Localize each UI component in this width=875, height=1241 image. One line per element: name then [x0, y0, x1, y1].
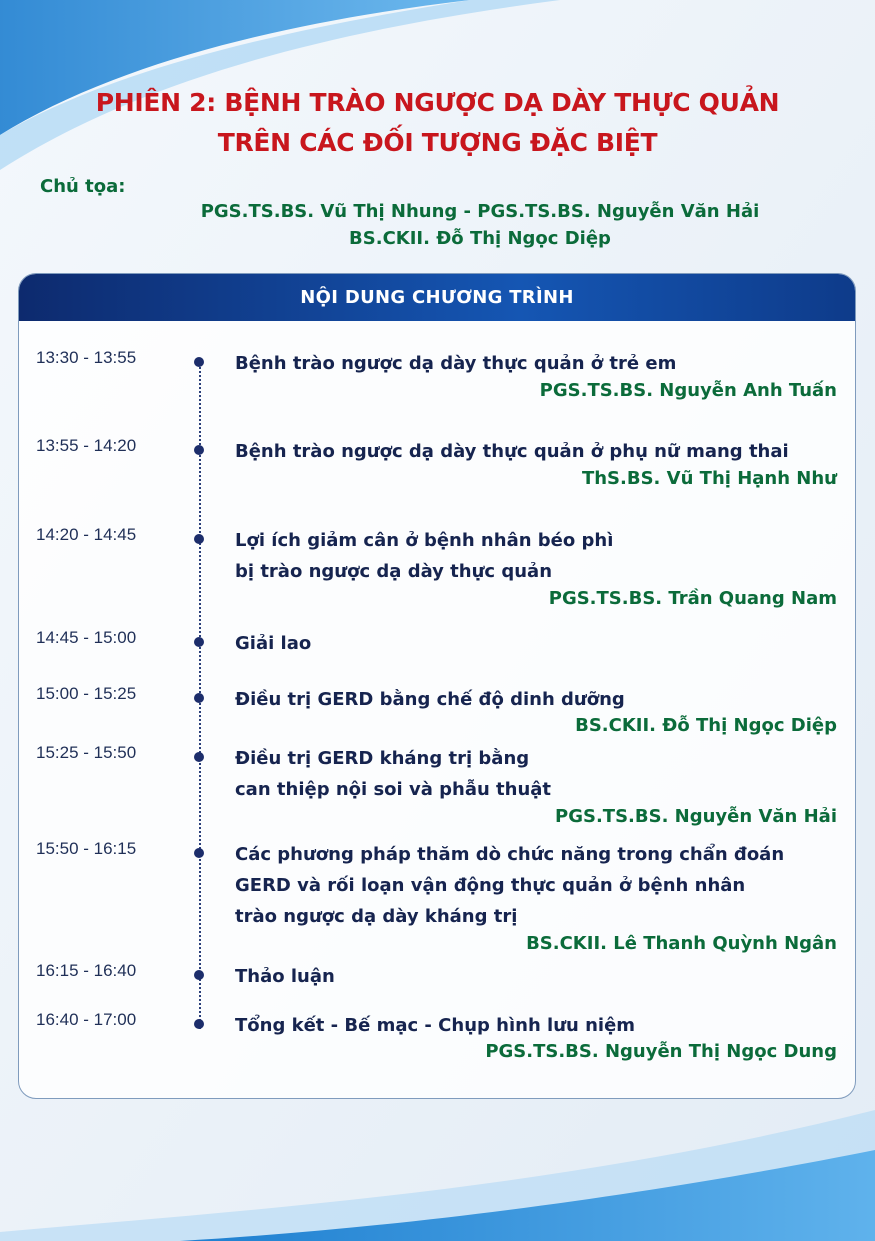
- item-topic: Tổng kết - Bế mạc - Chụp hình lưu niệm: [235, 1015, 636, 1036]
- program-header: NỘI DUNG CHƯƠNG TRÌNH: [19, 274, 855, 321]
- timeline-dot-icon: [194, 445, 204, 455]
- item-speaker: BS.CKII. Đỗ Thị Ngọc Diệp: [575, 715, 837, 736]
- timeline-dot-icon: [194, 848, 204, 858]
- item-speaker: BS.CKII. Lê Thanh Quỳnh Ngân: [526, 933, 837, 954]
- item-speaker: PGS.TS.BS. Nguyễn Anh Tuấn: [539, 380, 837, 401]
- item-speaker: PGS.TS.BS. Trần Quang Nam: [548, 588, 837, 609]
- chair-names-line2: BS.CKII. Đỗ Thị Ngọc Diệp: [349, 228, 611, 249]
- chair-names-line1: PGS.TS.BS. Vũ Thị Nhung - PGS.TS.BS. Nguyễn Văn Hải: [200, 201, 760, 222]
- item-time: 15:50 - 16:15: [36, 839, 137, 858]
- item-speaker: ThS.BS. Vũ Thị Hạnh Như: [581, 468, 837, 489]
- timeline-dot-icon: [194, 752, 204, 762]
- item-topic: Các phương pháp thăm dò chức năng trong chẩn đoán GERD và rối loạn vận động thực quản ở bệnh nhân trào ngược dạ dày kháng trị: [235, 844, 785, 927]
- program-card: [18, 273, 856, 1099]
- item-time: 16:15 - 16:40: [36, 961, 137, 980]
- item-time: 15:00 - 15:25: [36, 684, 137, 703]
- item-topic: Điều trị GERD kháng trị bằng can thiệp nội soi và phẫu thuật: [235, 748, 552, 800]
- item-time: 14:20 - 14:45: [36, 525, 137, 544]
- timeline-dot-icon: [194, 970, 204, 980]
- item-time: 14:45 - 15:00: [36, 628, 137, 647]
- chair-label: Chủ tọa:: [40, 176, 126, 197]
- item-topic: Điều trị GERD bằng chế độ dinh dưỡng: [235, 689, 625, 710]
- item-speaker: PGS.TS.BS. Nguyễn Thị Ngọc Dung: [485, 1041, 837, 1062]
- item-time: 15:25 - 15:50: [36, 743, 137, 762]
- timeline-dot-icon: [194, 357, 204, 367]
- item-time: 13:30 - 13:55: [36, 348, 137, 367]
- session-title-line1: PHIÊN 2: BỆNH TRÀO NGƯỢC DẠ DÀY THỰC QUẢN: [95, 88, 780, 117]
- item-topic: Thảo luận: [235, 966, 335, 987]
- item-time: 16:40 - 17:00: [36, 1010, 137, 1029]
- item-topic: Bệnh trào ngược dạ dày thực quản ở phụ nữ mang thai: [235, 441, 789, 462]
- timeline-dot-icon: [194, 1019, 204, 1029]
- item-speaker: PGS.TS.BS. Nguyễn Văn Hải: [555, 806, 837, 827]
- item-topic: Lợi ích giảm cân ở bệnh nhân béo phì bị trào ngược dạ dày thực quản: [235, 530, 614, 582]
- item-topic: Bệnh trào ngược dạ dày thực quản ở trẻ em: [235, 353, 677, 374]
- session-title-line2: TRÊN CÁC ĐỐI TƯỢNG ĐẶC BIỆT: [217, 128, 658, 157]
- item-time: 13:55 - 14:20: [36, 436, 137, 455]
- timeline-dot-icon: [194, 534, 204, 544]
- timeline-dot-icon: [194, 637, 204, 647]
- timeline-dot-icon: [194, 693, 204, 703]
- item-topic: Giải lao: [235, 633, 312, 654]
